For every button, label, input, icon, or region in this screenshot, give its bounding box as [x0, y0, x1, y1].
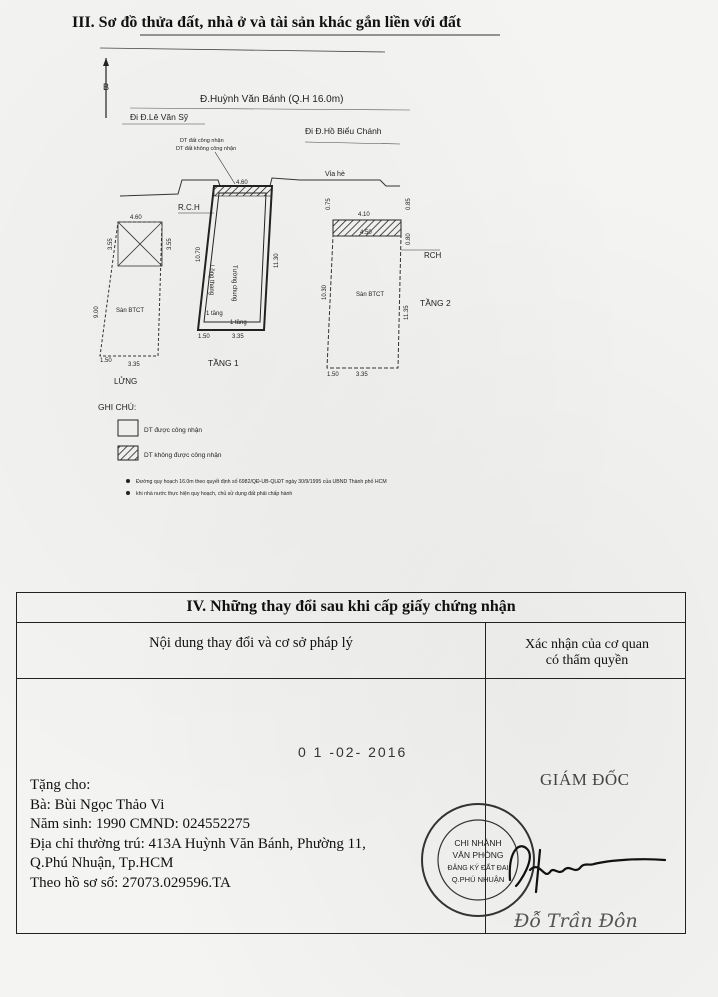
- col-header-confirmation-line1: Xác nhận của cơ quan: [524, 637, 649, 652]
- content-line: Năm sinh: 1990 CMND: 024552275: [30, 816, 251, 832]
- dim-b-335a: 3.35: [232, 334, 244, 340]
- signature-mark: [480, 820, 670, 910]
- legend-recognized-label: DT được công nhận: [144, 427, 202, 434]
- room-1c-label: 1 tầng: [206, 311, 223, 317]
- legend-unrecognized-swatch: [118, 446, 138, 460]
- rch-label-2: RCH: [424, 251, 442, 260]
- dim-h-075: 0.75: [326, 198, 332, 210]
- director-title: GIÁM ĐỐC: [540, 770, 630, 789]
- content-line: Q.Phú Nhuận, Tp.HCM: [30, 855, 174, 871]
- north-label: B: [103, 82, 110, 92]
- section-3-title: III. Sơ đồ thửa đất, nhà ở và tài sản khác gắn liền với đất: [72, 14, 462, 31]
- sidewalk-label: Vỉa hè: [325, 171, 345, 178]
- dim-h-1130: 11.30: [274, 253, 280, 268]
- room-1b-label: Tường chung: [231, 265, 237, 302]
- date-stamp: 0 1 -02- 2016: [298, 744, 408, 760]
- col-header-changes: Nội dung thay đổi và cơ sở pháp lý: [149, 635, 353, 651]
- col-header-confirmation: [487, 637, 687, 669]
- dim-w-450: 4.50: [360, 230, 372, 236]
- room-1a-label: Lồng thang: [208, 265, 214, 296]
- col-header-confirmation-line2: có thẩm quyền: [545, 653, 629, 668]
- dim-b-150b: 1.50: [100, 358, 112, 364]
- dt-recognized-callout: DT đất công nhận: [180, 138, 224, 144]
- change-content: [30, 776, 366, 893]
- dim-h-900: 9.00: [94, 306, 100, 318]
- floor-2-outline: [327, 236, 401, 368]
- note-bullet-1: Đường quy hoạch 16.0m theo quyết định số 6982/QĐ-UB-QLĐT ngày 30/9/1995 của UBND Thành phố HCM: [136, 479, 387, 485]
- legend-unrecognized-label: DT không được công nhận: [144, 452, 222, 459]
- slab-mezz-label: Sàn BTCT: [116, 308, 145, 314]
- dt-unrecognized-callout: DT đất không công nhận: [176, 146, 237, 152]
- section-4-title: IV. Những thay đổi sau khi cấp giấy chứng nhận: [17, 593, 685, 623]
- table-header-row: [17, 623, 685, 679]
- seal-text-1: CHI NHÁNH: [454, 838, 502, 848]
- dim-w-410: 4.10: [358, 212, 370, 218]
- street-right-label: Đi Đ.Hồ Biểu Chánh: [305, 126, 382, 136]
- content-line: Tặng cho:: [30, 777, 91, 793]
- floor-1-label: TẦNG 1: [208, 358, 239, 368]
- dim-b-150c: 1.50: [327, 372, 339, 378]
- floor-mezz-label: LỬNG: [114, 377, 138, 386]
- dim-h-1030: 10.30: [322, 284, 328, 300]
- dim-h-085: 0.85: [406, 198, 412, 210]
- dim-h-1135: 11.35: [404, 305, 410, 320]
- street-left-label: Đi Đ.Lê Văn Sỹ: [130, 112, 189, 122]
- slab-2-label: Sàn BTCT: [356, 292, 385, 298]
- dim-h-355b: 3.55: [167, 238, 173, 250]
- content-line: Bà: Bùi Ngọc Thảo Vi: [30, 796, 165, 813]
- dim-h-355: 3.55: [108, 238, 114, 250]
- dim-b-150a: 1.50: [198, 334, 210, 340]
- dim-b-335b: 3.35: [128, 362, 140, 368]
- notes-title: GHI CHÚ:: [98, 402, 137, 412]
- seal-text-3: ĐĂNG KÝ ĐẤT ĐAI: [447, 865, 509, 872]
- dim-b-335c: 3.35: [356, 372, 368, 378]
- legend-recognized-swatch: [118, 420, 138, 436]
- room-1d-label: 1 tầng: [230, 320, 247, 326]
- content-line: Địa chỉ thường trú: 413A Huỳnh Văn Bánh, Phường 11,: [30, 835, 366, 852]
- dim-h-080: 0.80: [406, 233, 412, 245]
- floor-2-label: TẦNG 2: [420, 298, 451, 308]
- rch-label-1: R.C.H: [178, 203, 200, 212]
- dim-w-460: 4.60: [236, 180, 248, 186]
- dim-h-1070: 10.70: [196, 246, 202, 262]
- note-bullet-2: khi nhà nước thực hiện quy hoạch, chủ sử dụng đất phải chấp hành: [136, 491, 293, 497]
- dim-w-460b: 4.60: [130, 215, 142, 221]
- seal-text-4: Q.PHÚ NHUẬN: [451, 875, 505, 884]
- signatory-name: Đỗ Trần Đôn: [514, 910, 638, 932]
- street-main-label: Đ.Huỳnh Văn Bánh (Q.H 16.0m): [200, 94, 344, 105]
- seal-text-2: VĂN PHÒNG: [452, 850, 504, 860]
- content-line: Theo hồ sơ số: 27073.029596.TA: [30, 874, 231, 891]
